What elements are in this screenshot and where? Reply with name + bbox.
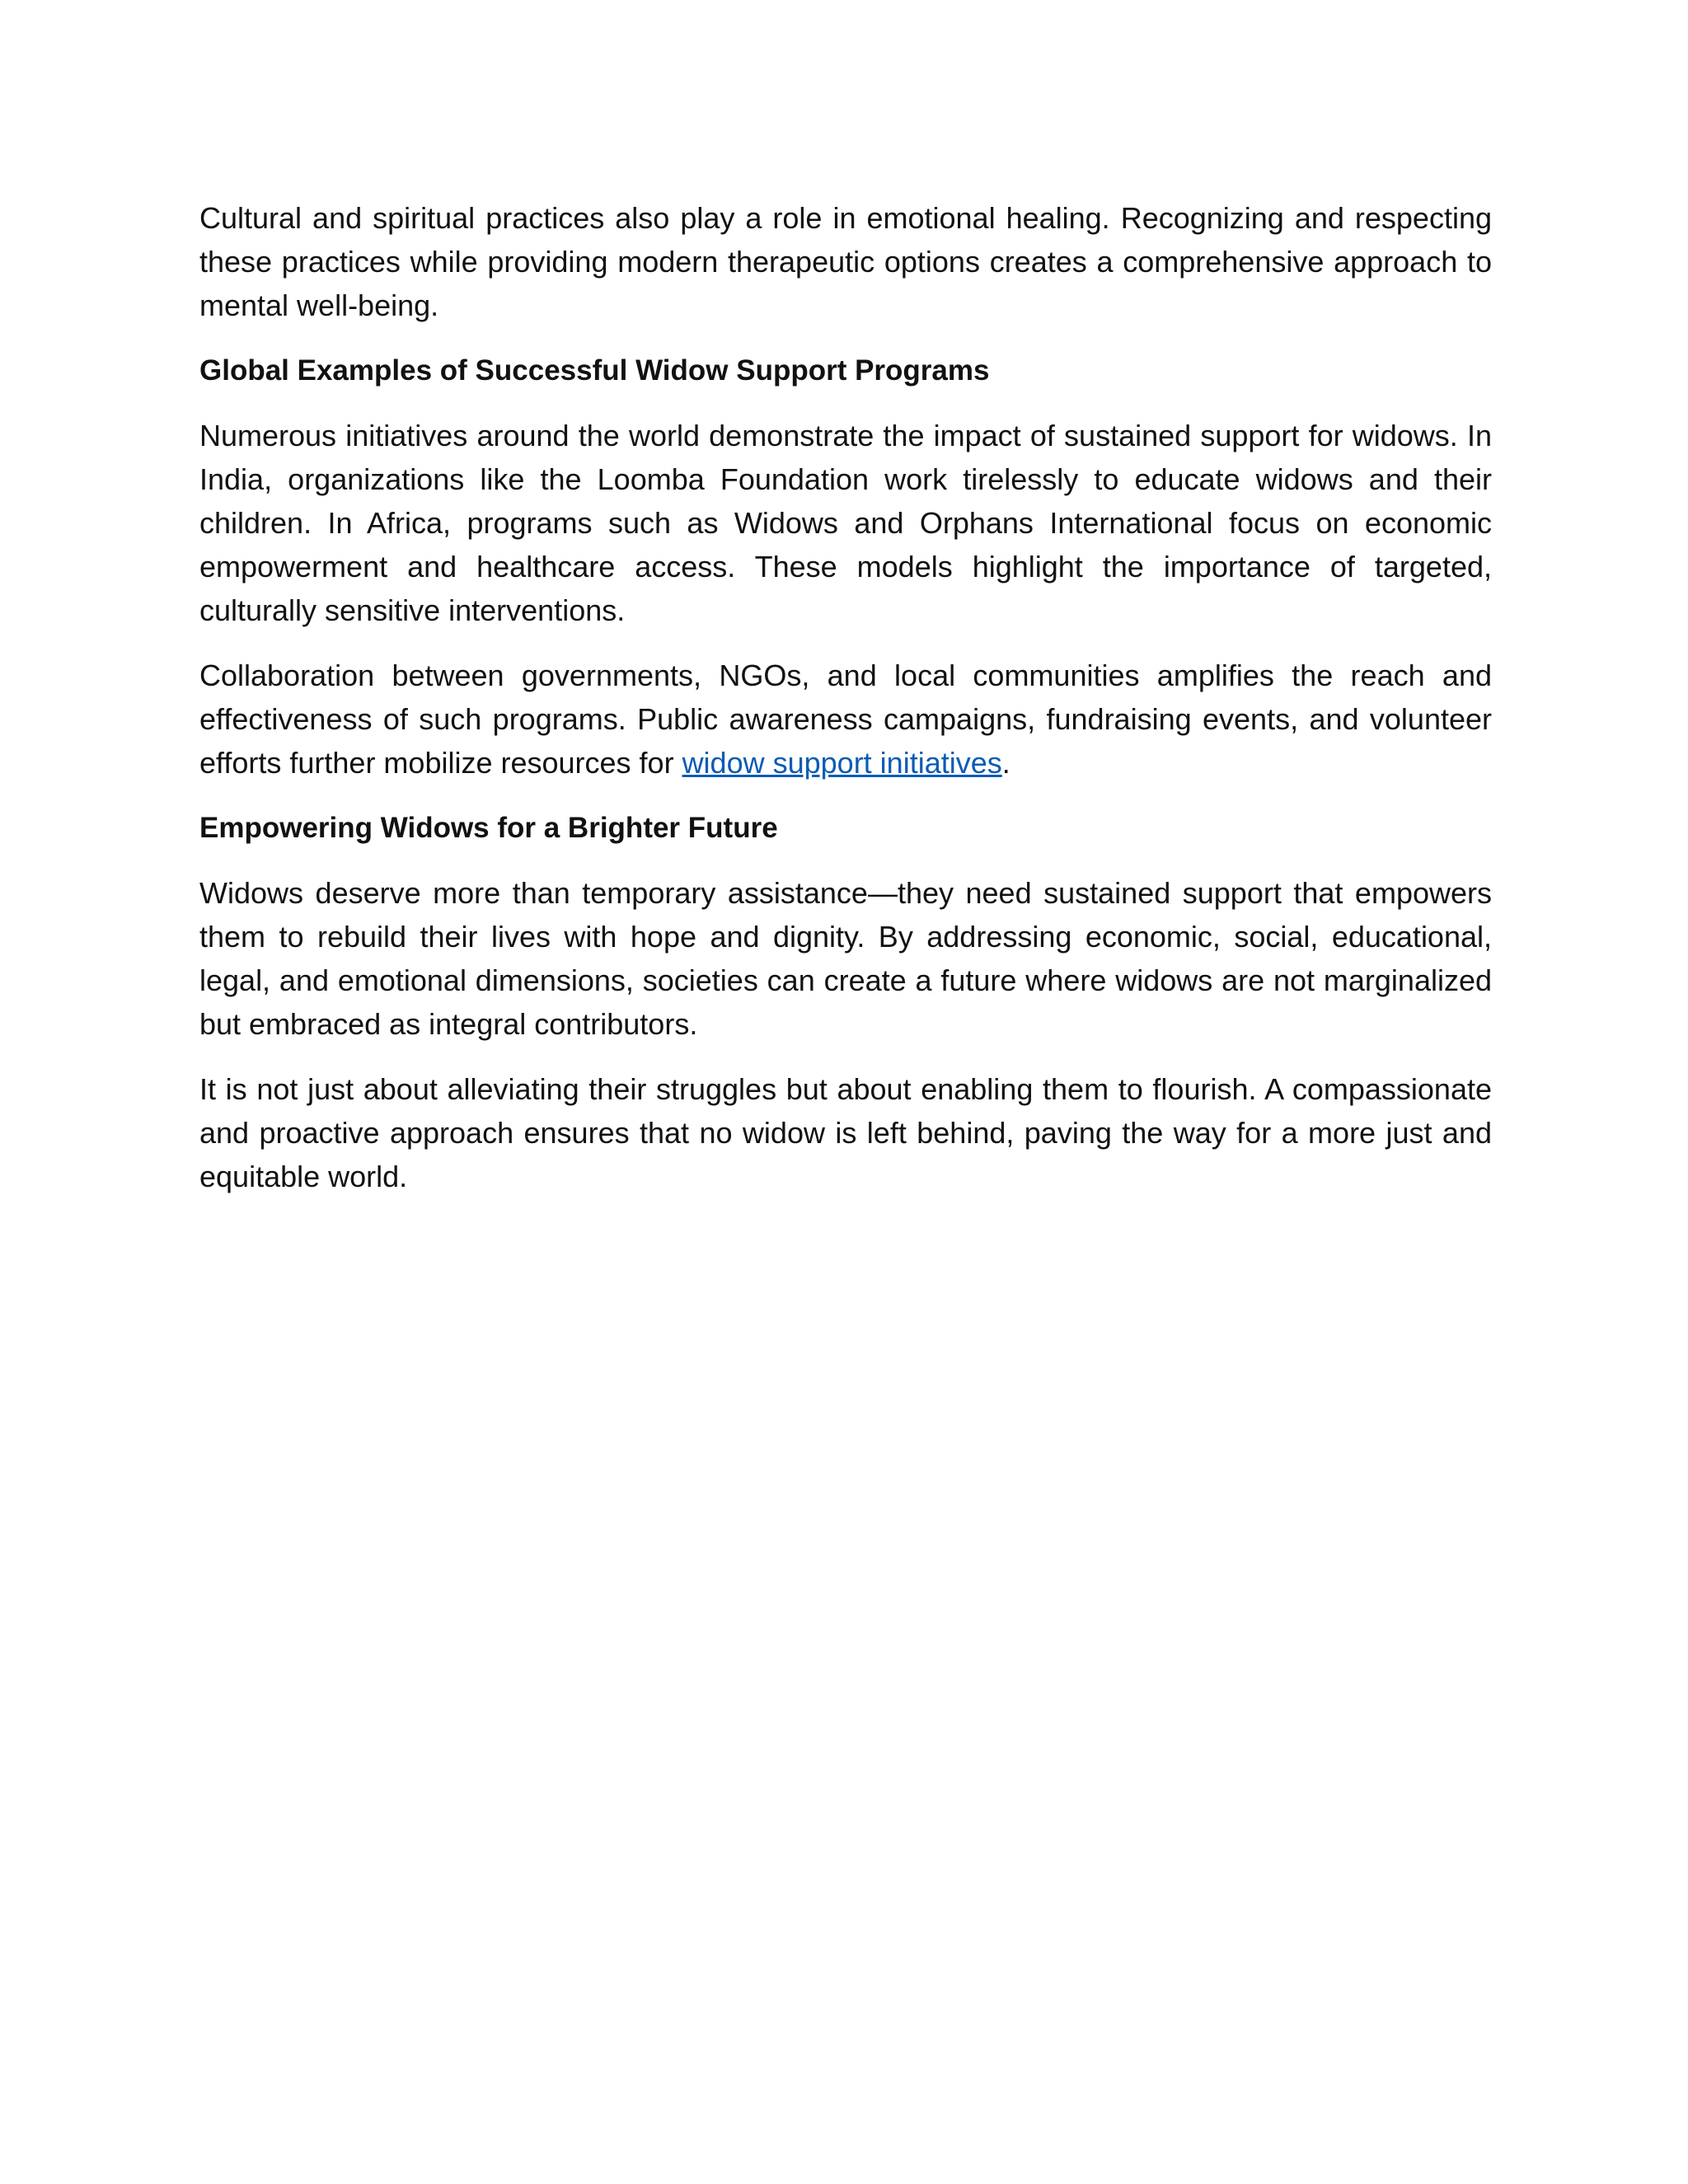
widow-support-initiatives-link[interactable]: widow support initiatives [682, 746, 1002, 780]
paragraph-flourish: It is not just about alleviating their struggles but about enabling them to flourish. A compassionate and proactive approach ensures that no widow is left behind, paving the way for a more just and equitable world. [199, 1072, 1492, 1193]
paragraph-collaboration-text: Collaboration between governments, NGOs, and local communities amplifies the reach and effectiveness of such programs. Public awareness campaigns, fundraising events, and volunteer efforts further mobilize resources for [199, 658, 1492, 780]
document-page [199, 196, 1492, 1220]
paragraph-collaboration-end: . [1001, 746, 1010, 780]
paragraph-collaboration [199, 654, 1492, 785]
paragraph-initiatives: Numerous initiatives around the world demonstrate the impact of sustained support for widows. In India, organizations like the Loomba Foundation work tirelessly to educate widows and their children. In Africa, programs such as Widows and Orphans International focus on economic empowerment and healthcare access. These models highlight the importance of targeted, culturally sensitive interventions. [199, 419, 1492, 627]
paragraph-widows-deserve: Widows deserve more than temporary assistance—they need sustained support that empowers them to rebuild their lives with hope and dignity. By addressing economic, social, educational, legal, and emotional dimensions, societies can create a future where widows are not marginalized but embraced as integral contributors. [199, 876, 1492, 1041]
heading-global-examples: Global Examples of Successful Widow Support Programs [199, 354, 990, 387]
paragraph-cultural-practices: Cultural and spiritual practices also play a role in emotional healing. Recognizing and respecting these practices while providing modern therapeutic options creates a comprehensive approach to mental well-being. [199, 201, 1492, 322]
heading-empowering-widows: Empowering Widows for a Brighter Future [199, 812, 778, 844]
